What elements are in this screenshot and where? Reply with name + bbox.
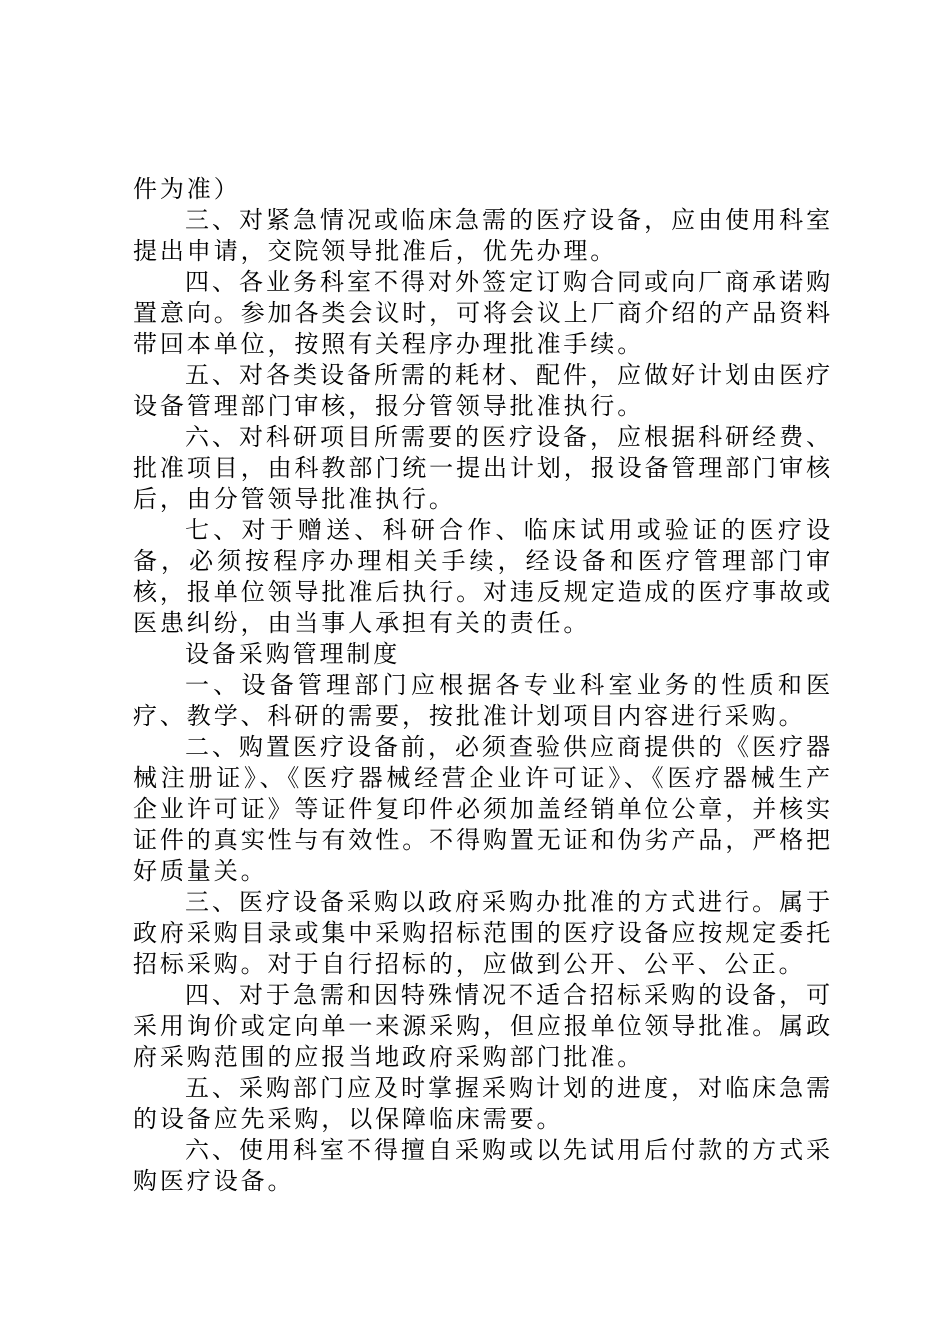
paragraph-procurement-5: 五、采购部门应及时掌握采购计划的进度，对临床急需的设备应先采购，以保障临床需要。 bbox=[133, 1074, 833, 1133]
paragraph-procurement-1: 一、设备管理部门应根据各专业科室业务的性质和医疗、教学、科研的需要，按批准计划项目内容进行采购。 bbox=[133, 671, 833, 730]
paragraph-item-7-donation: 七、对于赠送、科研合作、临床试用或验证的医疗设备，必须按程序办理相关手续，经设备和医疗管理部门审核，报单位领导批准后执行。对违反规定造成的医疗事故或医患纠纷，由当事人承担有关的责任。 bbox=[133, 516, 833, 637]
paragraph-procurement-4: 四、对于急需和因特殊情况不适合招标采购的设备，可采用询价或定向单一来源采购，但应报单位领导批准。属政府采购范围的应报当地政府采购部门批准。 bbox=[133, 981, 833, 1071]
paragraph-procurement-6: 六、使用科室不得擅自采购或以先试用后付款的方式采购医疗设备。 bbox=[133, 1136, 833, 1195]
paragraph-item-4-contracts: 四、各业务科室不得对外签定订购合同或向厂商承诺购置意向。参加各类会议时，可将会议上厂商介绍的产品资料带回本单位，按照有关程序办理批准手续。 bbox=[133, 268, 833, 358]
paragraph-continuation: 件为准） bbox=[133, 175, 241, 203]
paragraph-item-3-urgent: 三、对紧急情况或临床急需的医疗设备，应由使用科室提出申请，交院领导批准后，优先办理。 bbox=[133, 206, 833, 265]
paragraph-procurement-2: 二、购置医疗设备前，必须查验供应商提供的《医疗器械注册证》、《医疗器械经营企业许可证》、《医疗器械生产企业许可证》等证件复印件必须加盖经销单位公章，并核实证件的真实性与有效性。不得购置无证和伪劣产品，严格把好质量关。 bbox=[133, 733, 833, 885]
paragraph-item-6-research: 六、对科研项目所需要的医疗设备，应根据科研经费、批准项目，由科教部门统一提出计划，报设备管理部门审核后，由分管领导批准执行。 bbox=[133, 423, 833, 513]
paragraph-procurement-3: 三、医疗设备采购以政府采购办批准的方式进行。属于政府采购目录或集中采购招标范围的医疗设备应按规定委托招标采购。对于自行招标的，应做到公开、公平、公正。 bbox=[133, 888, 833, 978]
paragraph-item-5-consumables: 五、对各类设备所需的耗材、配件，应做好计划由医疗设备管理部门审核，报分管领导批准执行。 bbox=[133, 361, 833, 420]
section-heading-procurement: 设备采购管理制度 bbox=[185, 640, 401, 668]
document-body bbox=[133, 174, 833, 1197]
